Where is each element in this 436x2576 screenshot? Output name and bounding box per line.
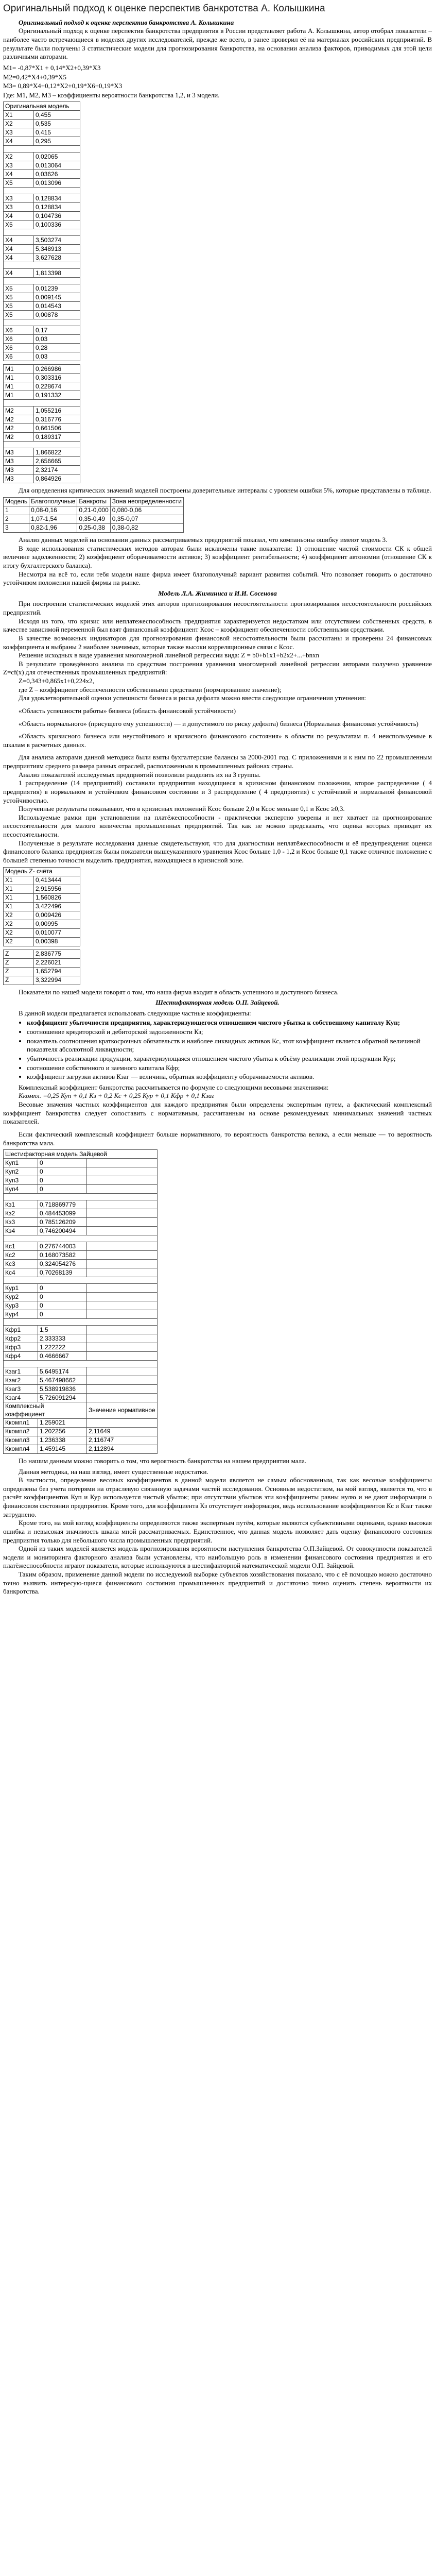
paragraph: Данная методика, на наш взгляд, имеет существенные недостатки. bbox=[19, 1467, 208, 1476]
cell: 0,100336 bbox=[34, 221, 80, 229]
cell: Х4 bbox=[4, 245, 34, 253]
cell: М1 bbox=[4, 391, 34, 400]
intro-heading bbox=[3, 19, 432, 27]
cell: Х3 bbox=[4, 128, 34, 137]
cell: Кур4 bbox=[4, 1310, 38, 1319]
paragraph: При построении статистических моделей этих авторов прогнозирования несостоятельности прогнозирования несостоятельности российских предприятий. bbox=[3, 600, 432, 617]
cell: 1,652794 bbox=[34, 967, 80, 976]
cell: 0,191332 bbox=[34, 391, 80, 400]
cell: X2 bbox=[4, 928, 34, 937]
cell: Кз1 bbox=[4, 1200, 38, 1209]
cell: Х5 bbox=[4, 302, 34, 311]
cell: 5,467498662 bbox=[38, 1376, 87, 1385]
cell: 0,266986 bbox=[34, 365, 80, 374]
cell: 2,915956 bbox=[34, 885, 80, 893]
cell: Х1 bbox=[4, 111, 34, 120]
paragraph: Исходя из того, что кризис или неплатежеспособность предприятия характеризуется недостатком или отсутствием собственных средств, в качестве зависимой переменной был взят финансовый коэффициент Ксос – коэффициент обеспеченности собственными средствами. bbox=[3, 617, 432, 634]
paragraph: По нашим данным можно говорить о том, что вероятность банкротства на нашем предприятии мала. bbox=[19, 1456, 307, 1465]
cell: Куп2 bbox=[4, 1167, 38, 1176]
cell: 5,726091294 bbox=[38, 1394, 87, 1402]
cell: 0,00995 bbox=[34, 920, 80, 928]
cell: 2,32174 bbox=[34, 466, 80, 474]
list-item-text: коэффициент убыточности предприятия, характеризующегося отношением чистого убытка к собственному капиталу Куп; bbox=[27, 1019, 400, 1027]
paragraph: Весовые значения частных коэффициентов для каждого предприятия были определены экспертным путем, а фактический комплексный коэффициент банкротства следует сопоставить с нормативным, рассчитанным на основе рекомендуемых минимальных значений частных показателей. bbox=[3, 1100, 432, 1126]
cell: 1,236338 bbox=[38, 1436, 87, 1445]
list-item: • убыточность реализации продукции, характеризующаяся отношением чистого убытка к объёму реализации этой продукции Кур; bbox=[27, 1055, 432, 1063]
cell: 0,415 bbox=[34, 128, 80, 137]
paragraph: Если фактический комплексный коэффициент больше нормативного, то вероятность банкротства велика, а если меньше — то вероятность банкротства мала. bbox=[3, 1130, 432, 1147]
cell: М1 bbox=[4, 374, 34, 382]
paragraph: Для удовлетворительной оценки успешности бизнеса и риска дефолта можно ввести следующие ограничения уточнения: bbox=[19, 694, 367, 702]
cell: Х2 bbox=[4, 152, 34, 161]
cell: X2 bbox=[4, 911, 34, 920]
table-header: Благополучные bbox=[29, 498, 77, 506]
formula-text: Ккомпл. =0,25 Куп + 0,1 Кз + 0,2 Кс + 0,25 Кур + 0,1 Кфр + 0,1 Кзаг bbox=[19, 1092, 215, 1100]
paragraph: Для анализа авторами данной методики были взяты бухгалтерские балансы за 2000-2001 год. С приложениями и к ним по 22 промышленным предприятиям среднего размера разных отраслей, расположенным в промышленных районах страны. bbox=[3, 753, 432, 770]
cell: 1,866822 bbox=[34, 448, 80, 457]
cell: 1,202256 bbox=[38, 1427, 87, 1436]
cell: 1,07-1,54 bbox=[29, 515, 77, 524]
cell: X2 bbox=[4, 920, 34, 928]
formula-m2: M2=0,42*X4+0,39*X5 bbox=[3, 73, 66, 81]
cell: Кур2 bbox=[4, 1293, 38, 1301]
table-header: Комплексный коэффициент bbox=[4, 1402, 87, 1419]
paragraph: Для определения критических значений моделей построены доверительные интервалы с уровнем ошибки 5%, которые представлены в таблице. bbox=[19, 486, 431, 495]
table-header: Модель bbox=[4, 498, 29, 506]
cell: 0,276744003 bbox=[38, 1242, 87, 1251]
cell: 0 bbox=[38, 1293, 87, 1301]
table-header: Банкроты bbox=[77, 498, 110, 506]
table-model-results bbox=[3, 364, 80, 483]
cell: Кфр4 bbox=[4, 1352, 38, 1361]
cell: 0,080-0,06 bbox=[110, 506, 183, 515]
cell: Х5 bbox=[4, 311, 34, 319]
paragraph: Анализ показателей исследуемых предприятий позволили разделить их на 3 группы. bbox=[19, 770, 261, 778]
cell: М3 bbox=[4, 457, 34, 466]
cell: 0,010077 bbox=[34, 928, 80, 937]
cell: Кс1 bbox=[4, 1242, 38, 1251]
cell: 2,112894 bbox=[87, 1445, 158, 1453]
cell: 0,013096 bbox=[34, 179, 80, 188]
cell: 2 bbox=[4, 515, 29, 524]
cell: Х4 bbox=[4, 269, 34, 278]
paragraph: Одной из таких моделей является модель прогнозирования вероятности наступления банкротства О.П.Зайцевой. От совокупности показателей модели и мониторинга факторного анализа были установлены, что наибольшую роль в изменении финансового состояния предприятия и его платёжеспособности играют показатели, которые используются в шестифакторной математической модели О.П. Зайцевой. bbox=[3, 1545, 432, 1570]
cell: 0,009426 bbox=[34, 911, 80, 920]
section-title: Шестифакторная модель О.П. Зайцевой. bbox=[155, 998, 280, 1007]
cell: X1 bbox=[4, 876, 34, 885]
paragraph: В данной модели предлагается использовать следующие частные коэффициенты: bbox=[19, 1009, 251, 1017]
cell: Z bbox=[4, 950, 34, 958]
cell: 0,128834 bbox=[34, 194, 80, 203]
cell: Кзаг3 bbox=[4, 1385, 38, 1394]
cell: 3,322994 bbox=[34, 976, 80, 985]
paragraph: Показатели по нашей модели говорят о том, что наша фирма входит в область успешного и доступного бизнеса. bbox=[19, 988, 339, 996]
paragraph: Анализ данных моделей на основании данных рассматриваемых предприятий показал, что компаньоны ошибку имеют модель 3. bbox=[19, 536, 388, 544]
cell: 0,82-1,96 bbox=[29, 524, 77, 533]
cell: 5,538919836 bbox=[38, 1385, 87, 1394]
cell: X1 bbox=[4, 885, 34, 893]
table-zones bbox=[3, 497, 184, 533]
cell: X2 bbox=[4, 937, 34, 946]
cell: М2 bbox=[4, 415, 34, 424]
cell: 1,459145 bbox=[38, 1445, 87, 1453]
cell: Х4 bbox=[4, 253, 34, 262]
cell: 1,5 bbox=[38, 1326, 87, 1334]
cell: 0,295 bbox=[34, 137, 80, 146]
cell: X1 bbox=[4, 902, 34, 911]
cell: Х6 bbox=[4, 344, 34, 352]
cell: 0,128834 bbox=[34, 203, 80, 212]
cell: 1 bbox=[4, 506, 29, 515]
cell: 0,104736 bbox=[34, 212, 80, 221]
table-original-model bbox=[3, 101, 80, 361]
cell: Ккомпл4 bbox=[4, 1445, 38, 1453]
cell: 0,08-0,16 bbox=[29, 506, 77, 515]
cell: 0 bbox=[38, 1310, 87, 1319]
cell: 0,661506 bbox=[34, 424, 80, 433]
section-title: Модель Л.А. Жиминиса и И.И. Сосенова bbox=[158, 589, 277, 597]
cell: 0,316776 bbox=[34, 415, 80, 424]
paragraph: Решение исходных в виде уравнения многомерной линейной регрессии вида: Z = b0+b1x1+b2x2+...+bnxn bbox=[19, 651, 320, 659]
table-z-values bbox=[3, 950, 80, 985]
cell: Z bbox=[4, 958, 34, 967]
cell: 5,348913 bbox=[34, 245, 80, 253]
cell: Кур3 bbox=[4, 1301, 38, 1310]
paragraph: 1 распределение (14 предприятий) составили предприятия находящиеся в кризисном финансовом положении, второе распределение ( 4 предприятия) в нормальном и устойчивом финансовом состоянии и 3 распределение ( 4 предприятия) с устойчивой и нормальной финансовой устойчивостью. bbox=[3, 779, 432, 804]
paragraph: Таким образом, применение данной модели по исследуемой выборке субъектов хозяйствования показало, что с её помощью можно достаточно точно выявить интересую-щиеся финансового состояния промышленных предприятий и достаточно точно оценить степень вероятности их банкротства. bbox=[3, 1570, 432, 1596]
paragraph: Кроме того, на мой взгляд коэффициенты определяются также экспертным путём, которые являются субъективными оценками, однако высокая ошибка и невысокая значимость шкала мной рассматриваемых. Единственное, что данная модель позволяет дать оценку финансового состояния предприятия только для небольшого числа промышленных предприятий. bbox=[3, 1519, 432, 1544]
cell: 0,28 bbox=[34, 344, 80, 352]
cell: Кс2 bbox=[4, 1251, 38, 1260]
page-title: Оригинальный подход к оценке перспектив банкротства А. Колышкина bbox=[3, 3, 325, 14]
table-header: Значение нормативное bbox=[87, 1402, 158, 1419]
list-item: • показатель соотношения краткосрочных обязательств и наиболее ликвидных активов Кс, этот коэффициент является обратной величиной показателя абсолютной ликвидности; bbox=[27, 1037, 432, 1054]
formula-m3: M3= 0,89*X4+0,12*X2+0,19*X6+0,19*X3 bbox=[3, 82, 123, 90]
cell: М3 bbox=[4, 474, 34, 483]
cell: 2,333333 bbox=[38, 1334, 87, 1343]
cell: Кз2 bbox=[4, 1209, 38, 1218]
cell: 2,116747 bbox=[87, 1436, 158, 1445]
cell: 1,222222 bbox=[38, 1343, 87, 1352]
cell: Кс4 bbox=[4, 1268, 38, 1277]
cell: 3,422496 bbox=[34, 902, 80, 911]
intro-heading-text: Оригинальный подход к оценке перспектив банкротства А. Колышкина bbox=[19, 18, 234, 26]
cell: 0,01239 bbox=[34, 284, 80, 293]
cell: Х3 bbox=[4, 203, 34, 212]
cell: 0,00398 bbox=[34, 937, 80, 946]
list-item: • соотношение собственного и заемного капитала Кфр; bbox=[27, 1064, 432, 1073]
cell: 5,6495174 bbox=[38, 1367, 87, 1376]
formula: Z=0,343+0,865х1+0,224х2, bbox=[19, 677, 94, 685]
cell: Х5 bbox=[4, 284, 34, 293]
cell: Х6 bbox=[4, 326, 34, 335]
cell: 0,35-0,49 bbox=[77, 515, 110, 524]
cell: М1 bbox=[4, 365, 34, 374]
list-item: • коэффициент загрузки активов Кзаг — величина, обратная коэффициенту оборачиваемости активов. bbox=[27, 1073, 432, 1081]
cell: Х4 bbox=[4, 212, 34, 221]
cell: 0,4666667 bbox=[38, 1352, 87, 1361]
paragraph: Полученные в результате исследования данные свидетельствуют, что для диагностики неплатёжеспособности и её предупреждения оценки финансового баланса предприятия былы показатели вышеуказанного уравнения Ксос больше 1,0 - 1,2 и Ксос больше 0,1 также отличное положение с большей степенью точности выделить предприятия, находящиеся в кризисной зоне. bbox=[3, 839, 432, 864]
formula-note: Где: M1, M2, M3 – коэффициенты вероятности банкротства 1,2, и 3 модели. bbox=[3, 91, 220, 99]
cell: М2 bbox=[4, 433, 34, 442]
cell: 3,627628 bbox=[34, 253, 80, 262]
cell: Z bbox=[4, 976, 34, 985]
table-zaytseva bbox=[3, 1149, 158, 1454]
cell: 0,718869779 bbox=[38, 1200, 87, 1209]
cell: 0,03 bbox=[34, 352, 80, 361]
paragraph: «Область успешности работы» бизнеса (область финансовой устойчивости) bbox=[19, 706, 236, 715]
paragraph: Несмотря на всё то, если тебя модели наше фирма имеет благополучный вариант развития событий. Что позволяет говорить о достаточно устойчивом положении нашей фирмы на рынке. bbox=[3, 570, 432, 587]
intro-paragraph: Оригинальный подход к оценке перспектив банкротства предприятия в России представляет работа А. Колышкина, автор отобрал показатели – наиболее часто встречающиеся в моделях других исследователей, прежде же всего, в ранее проверил её на материалах российских предприятий. В результате были получены 3 статистические модели для прогнозирования банкротства, на основании анализа факторов, приводимых для этой цели различными авторами. bbox=[3, 27, 432, 61]
cell: Кз4 bbox=[4, 1227, 38, 1235]
paragraph: «Область кризисного бизнеса или неустойчивого и кризисного финансового состояния» в области по результатам п. 4 неиспользуемые в шкалам в расчетных данных. bbox=[3, 732, 432, 749]
paragraph: Комплексный коэффициент банкротства рассчитывается по формуле со следующими весовыми значениями: bbox=[19, 1083, 329, 1091]
table-header: Оригинальная модель bbox=[4, 102, 80, 111]
cell: 0,014543 bbox=[34, 302, 80, 311]
cell: Х5 bbox=[4, 179, 34, 188]
cell: Х6 bbox=[4, 335, 34, 344]
cell: 0,00878 bbox=[34, 311, 80, 319]
cell: 0,013064 bbox=[34, 161, 80, 170]
cell: М2 bbox=[4, 424, 34, 433]
table-header: Модель Z- счёта bbox=[4, 867, 80, 876]
cell: 0,21-0,000 bbox=[77, 506, 110, 515]
cell: 3 bbox=[4, 524, 29, 533]
cell: Ккомпл2 bbox=[4, 1427, 38, 1436]
cell: 0,455 bbox=[34, 111, 80, 120]
list-item bbox=[27, 1019, 432, 1027]
cell: 0,864926 bbox=[34, 474, 80, 483]
cell: 0 bbox=[38, 1176, 87, 1185]
cell: Кс3 bbox=[4, 1260, 38, 1268]
cell: 0,484453099 bbox=[38, 1209, 87, 1218]
cell: Кур1 bbox=[4, 1284, 38, 1293]
cell: Х5 bbox=[4, 293, 34, 302]
cell: Х3 bbox=[4, 194, 34, 203]
cell: 1,259021 bbox=[38, 1418, 87, 1427]
cell: Х2 bbox=[4, 120, 34, 128]
cell: Куп3 bbox=[4, 1176, 38, 1185]
cell: Х4 bbox=[4, 236, 34, 245]
cell: М1 bbox=[4, 382, 34, 391]
paragraph: Используемые рамки при установлении на платёжеспособности - практически экспертно уверены и нет хватает на прогнозирование несостоятельности для малого количества промышленных предприятий. Так как не можно предсказать, что оценка которых приводит их несостоятельности. bbox=[3, 813, 432, 839]
cell: Х5 bbox=[4, 221, 34, 229]
paragraph: В ходе использования статистических методов авторам были исключены такие показатели: 1) отношение чистой стоимости СК к общей величине задолженности; 2) коэффициент оборачиваемости активов; 3) коэффициент рентабельности; 4) коэффициент автономии (отношение СК к итогу бухгалтерского баланса). bbox=[3, 544, 432, 569]
paragraph: В частности, определение весовых коэффициентов в данной модели является не самым обоснованным, так как весовые коэффициенты определены без учета потерями на отраслевую связанную задачами частей исследования. Основным недостатком, на мой взгляд, является то, что в расчёт коэффициентов Куп и Кур используется чистый убыток; при отсутствии убытков эти коэффициенты равны нулю и не дают информации о финансовом состоянии предприятия. Кроме того, для коэффициента Кз отсутствует информация, ведь использование коэффициентов Кс и Кзаг также затруднено. bbox=[3, 1476, 432, 1518]
cell: Кфр3 bbox=[4, 1343, 38, 1352]
cell: 0 bbox=[38, 1185, 87, 1194]
cell: Ккомпл3 bbox=[4, 1436, 38, 1445]
cell: 1,055216 bbox=[34, 406, 80, 415]
paragraph: где Z – коэффициент обеспеченности собственными средствами (нормированное значение); bbox=[19, 685, 282, 693]
cell: 3,503274 bbox=[34, 236, 80, 245]
cell: Кфр2 bbox=[4, 1334, 38, 1343]
paragraph: Полученные результаты показывают, что в кризисных положений Ксос больше 2,0 и Ксос меньше 0,1 и Ксос ≥0,3. bbox=[19, 805, 345, 813]
cell bbox=[87, 1418, 158, 1427]
cell: 0,03 bbox=[34, 335, 80, 344]
cell: 0,25-0,38 bbox=[77, 524, 110, 533]
cell: 1,813398 bbox=[34, 269, 80, 278]
formula-m1: M1= -0,87*X1 + 0,14*X2+0,39*X3 bbox=[3, 63, 101, 72]
paragraph: В результате проведённого анализа по средствам построения уравнения многомерной линейной регрессии авторами получено уравнение Z=cf(x) для отечественных промышленных предприятий: bbox=[3, 659, 432, 676]
cell: 0,35-0,07 bbox=[110, 515, 183, 524]
cell: 0,413444 bbox=[34, 876, 80, 885]
cell: 0,228674 bbox=[34, 382, 80, 391]
cell: 2,836775 bbox=[34, 950, 80, 958]
cell: М2 bbox=[4, 406, 34, 415]
cell: 0 bbox=[38, 1167, 87, 1176]
cell: 0,303316 bbox=[34, 374, 80, 382]
cell: Х4 bbox=[4, 137, 34, 146]
cell: М3 bbox=[4, 448, 34, 457]
cell: 0,03626 bbox=[34, 170, 80, 179]
formula bbox=[3, 1092, 432, 1100]
cell: Кз3 bbox=[4, 1218, 38, 1227]
cell: Z bbox=[4, 967, 34, 976]
cell: 2,226021 bbox=[34, 958, 80, 967]
cell: 0,70268139 bbox=[38, 1268, 87, 1277]
cell: 1,560826 bbox=[34, 893, 80, 902]
cell: 0 bbox=[38, 1301, 87, 1310]
cell: X1 bbox=[4, 893, 34, 902]
cell: Ккомпл1 bbox=[4, 1418, 38, 1427]
cell: 0,168073582 bbox=[38, 1251, 87, 1260]
cell: Кзаг2 bbox=[4, 1376, 38, 1385]
cell: 0,189317 bbox=[34, 433, 80, 442]
cell: 0,38-0,82 bbox=[110, 524, 183, 533]
table-header: Шестифакторная модель Зайцевой bbox=[4, 1150, 158, 1159]
cell: Кзаг4 bbox=[4, 1394, 38, 1402]
cell: М3 bbox=[4, 466, 34, 474]
cell: 0,785126209 bbox=[38, 1218, 87, 1227]
cell: 0,17 bbox=[34, 326, 80, 335]
cell: 0 bbox=[38, 1284, 87, 1293]
table-header: Зона неопределенности bbox=[110, 498, 183, 506]
cell: 0,746200494 bbox=[38, 1227, 87, 1235]
cell: Х4 bbox=[4, 170, 34, 179]
paragraph: В качестве возможных индикаторов для прогнозирования финансовой несостоятельности были рассчитаны и проверены 24 финансовых коэффициента и выбраны 2 наиболее значимых, которые также высоки корреляционные связи с Ксос. bbox=[3, 634, 432, 651]
cell: 0,324054276 bbox=[38, 1260, 87, 1268]
cell: 0 bbox=[38, 1159, 87, 1167]
list-item: • соотношение кредиторской и дебиторской задолженности Кз; bbox=[27, 1028, 432, 1037]
cell: Кфр1 bbox=[4, 1326, 38, 1334]
cell: Х6 bbox=[4, 352, 34, 361]
cell: 2,656665 bbox=[34, 457, 80, 466]
cell: Куп1 bbox=[4, 1159, 38, 1167]
paragraph: «Область нормального» (присущего ему успешности) — и допустимого по риску дефолта) бизнеса (Нормальная финансовая устойчивость) bbox=[19, 719, 418, 727]
cell: 0,02065 bbox=[34, 152, 80, 161]
cell: Кзаг1 bbox=[4, 1367, 38, 1376]
cell: 0,535 bbox=[34, 120, 80, 128]
coefficient-list bbox=[3, 1019, 432, 1081]
table-z-score bbox=[3, 867, 80, 946]
cell: Куп4 bbox=[4, 1185, 38, 1194]
cell: 2,11649 bbox=[87, 1427, 158, 1436]
cell: Х3 bbox=[4, 161, 34, 170]
cell: 0,009145 bbox=[34, 293, 80, 302]
